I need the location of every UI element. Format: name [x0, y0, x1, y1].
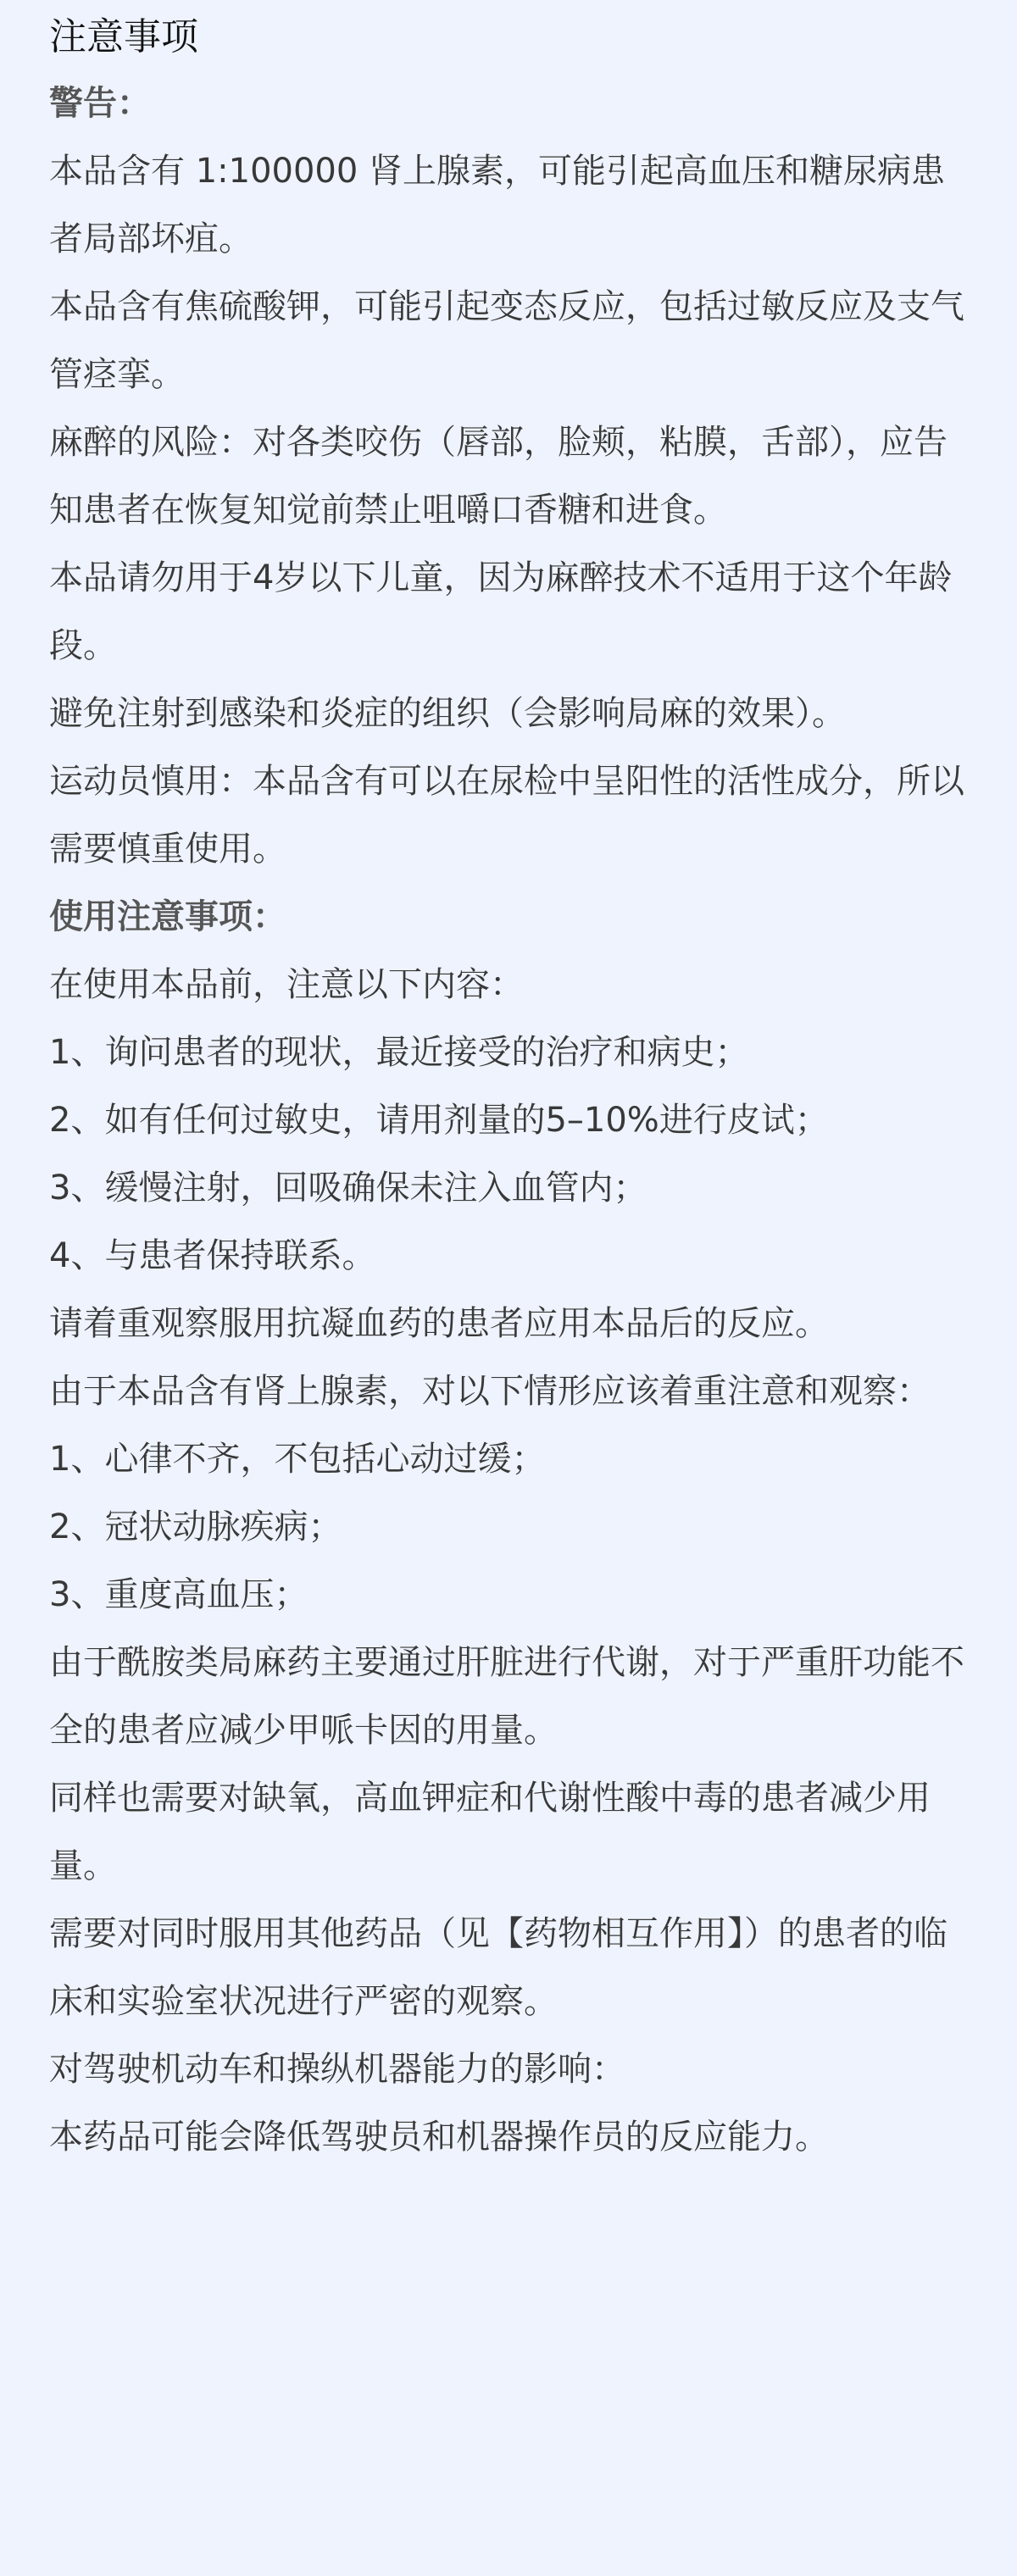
warning-heading: 警告： — [49, 84, 151, 123]
paragraph: 本药品可能会降低驾驶员和机器操作员的反应能力。 — [49, 2118, 829, 2157]
list-item: 3、缓慢注射，回吸确保未注入血管内； — [49, 1169, 647, 1208]
paragraph: 对驾驶机动车和操纵机器能力的影响： — [49, 2050, 625, 2089]
page-title: 注意事项 — [49, 15, 198, 58]
paragraph: 避免注射到感染和炎症的组织（会影响局麻的效果）。 — [49, 694, 846, 733]
paragraph: 本品请勿用于4岁以下儿童，因为麻醉技术不适用于这个年龄段。 — [49, 558, 953, 665]
paragraph: 由于本品含有肾上腺素，对以下情形应该着重注意和观察： — [49, 1372, 931, 1411]
paragraph: 本品含有 1:100000 肾上腺素，可能引起高血压和糖尿病患者局部坏疽。 — [49, 152, 946, 258]
paragraph: 本品含有焦硫酸钾，可能引起变态反应，包括过敏反应及支气管痉挛。 — [49, 287, 964, 394]
paragraph: 麻醉的风险：对各类咬伤（唇部，脸颊，粘膜，舌部），应告知患者在恢复知觉前禁止咀嚼口香糖和进食。 — [49, 423, 948, 530]
paragraph: 同样也需要对缺氧，高血钾症和代谢性酸中毒的患者减少用量。 — [49, 1779, 931, 1885]
list-item: 3、重度高血压； — [49, 1575, 308, 1614]
paragraph: 由于酰胺类局麻药主要通过肝脏进行代谢，对于严重肝功能不全的患者应减少甲哌卡因的用量。 — [49, 1643, 964, 1750]
paragraph: 运动员慎用：本品含有可以在尿检中呈阳性的活性成分，所以需要慎重使用。 — [49, 762, 964, 869]
list-item: 1、询问患者的现状，最近接受的治疗和病史； — [49, 1033, 749, 1072]
list-item: 2、冠状动脉疾病； — [49, 1507, 342, 1546]
paragraph: 请着重观察服用抗凝血药的患者应用本品后的反应。 — [49, 1304, 829, 1343]
paragraph: 在使用本品前，注意以下内容： — [49, 965, 524, 1004]
list-item: 2、如有任何过敏史，请用剂量的5–10%进行皮试； — [49, 1101, 829, 1140]
list-item: 1、心律不齐，不包括心动过缓； — [49, 1440, 546, 1479]
document-content — [49, 69, 966, 2171]
usage-precautions-heading: 使用注意事项： — [49, 897, 286, 936]
list-item: 4、与患者保持联系。 — [49, 1236, 376, 1275]
paragraph: 需要对同时服用其他药品（见【药物相互作用】）的患者的临床和实验室状况进行严密的观察。 — [49, 1914, 948, 2021]
